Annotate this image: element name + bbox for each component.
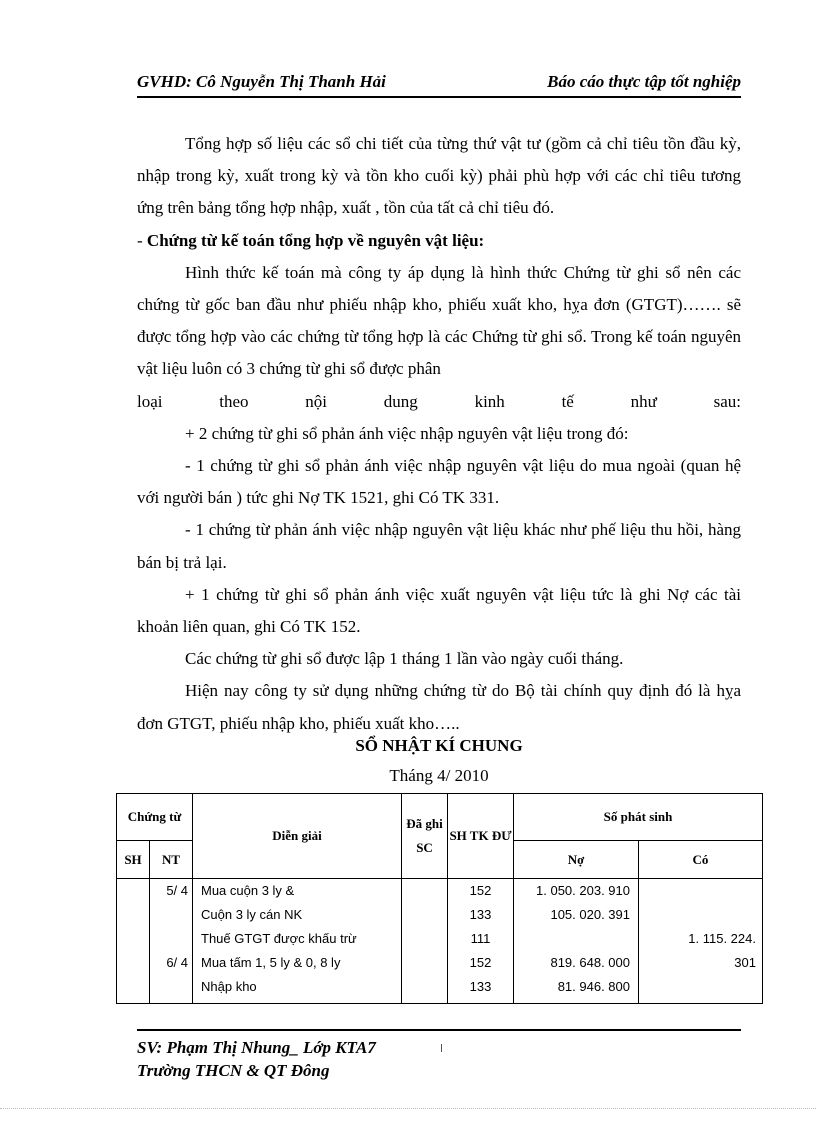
page-bottom-dotted-line [0,1108,816,1109]
cell-no: 1. 050. 203. 910 [536,883,630,898]
journal-body-row [117,879,763,1004]
cell-nt [150,927,188,951]
header-so-phat-sinh: Số phát sinh [514,794,763,841]
cell-sh [117,879,149,903]
cell-sh [117,975,149,999]
col-dien-giai [193,879,402,1004]
cell-dien-giai: Mua cuộn 3 ly & [201,883,295,898]
cell-nt: 5/ 4 [166,883,188,898]
paragraph-line: loại theo nội dung kinh tế như sau: [137,391,741,411]
footer-divider [137,1029,741,1031]
cell-nt: 6/ 4 [166,955,188,970]
cell-nt [150,975,188,999]
cell-no: 819. 648. 000 [550,955,630,970]
journal-period: Tháng 4/ 2010 [389,766,489,785]
cell-da-ghi [402,879,447,903]
cell-da-ghi [402,903,447,927]
cell-co [639,903,756,927]
header-chung-tu: Chứng từ [117,794,193,841]
cell-dien-giai: Cuộn 3 ly cán NK [201,907,303,922]
section-heading [137,225,741,257]
page-header [137,68,741,94]
header-no: Nợ [514,841,639,879]
cell-no [514,927,630,951]
cell-da-ghi [402,975,447,999]
cell-dien-giai: Mua tấm 1, 5 ly & 0, 8 ly [201,955,341,970]
cell-nt [150,903,188,927]
cell-no: 81. 946. 800 [557,979,630,994]
header-report-title: Báo cáo thực tập tốt nghiệp [547,72,741,91]
journal-table [116,793,763,1004]
col-sh [117,879,150,1004]
journal-title: SỔ NHẬT KÍ CHUNG [355,736,523,755]
cell-co: 1. 115. 224. [688,931,756,946]
cell-dien-giai: Thuế GTGT được khấu trừ [201,931,357,946]
col-no [514,879,639,1004]
paragraph: + 2 chứng từ ghi sổ phản ánh việc nhập nguyên vật liệu trong đó: [185,423,629,443]
paragraph: Hiện nay công ty sử dụng những chứng từ do Bộ tài chính quy định đó là hỵa đơn GTGT, phiếu nhập kho, phiếu xuất kho….. [137,681,741,733]
page-footer [137,1036,376,1082]
header-nt: NT [150,841,193,879]
header-da-ghi-sc: Đã ghi SC [402,794,448,879]
cell-tk: 133 [469,979,492,994]
cell-co [639,975,756,999]
col-tk [448,879,514,1004]
body-text [137,128,741,740]
heading-prefix: - [137,230,147,250]
cell-tk: 152 [469,883,492,898]
paragraph: Các chứng từ ghi sổ được lập 1 tháng 1 lần vào ngày cuối tháng. [185,649,624,669]
col-da-ghi [402,879,448,1004]
cell-da-ghi [402,927,447,951]
footer-school: Trường THCN & QT Đông [137,1061,330,1080]
cell-sh [117,927,149,951]
col-nt [150,879,193,1004]
header-sh: SH [117,841,150,879]
cell-tk: 152 [469,955,492,970]
header-dien-giai: Diễn giải [193,794,402,879]
header-co: Có [639,841,763,879]
footer-mark [441,1044,442,1052]
col-co [639,879,763,1004]
paragraph: - 1 chứng từ ghi sổ phản ánh việc nhập nguyên vật liệu do mua ngoài (quan hệ với người bán ) tức ghi Nợ TK 1521, ghi Có TK 331. [137,456,741,508]
cell-no: 105. 020. 391 [550,907,630,922]
cell-tk: 133 [469,907,492,922]
cell-da-ghi [402,951,447,975]
cell-co [639,879,756,903]
footer-student: SV: Phạm Thị Nhung_ Lớp KTA7 [137,1038,376,1057]
header-shtk-du: SH TK ĐƯ [448,794,514,879]
paragraph: + 1 chứng từ ghi sổ phản ánh việc xuất nguyên vật liệu tức là ghi Nợ các tài khoản liên quan, ghi Có TK 152. [137,584,741,637]
paragraph: Hình thức kế toán mà công ty áp dụng là hình thức Chứng từ ghi sổ nên các chứng từ gốc ban đầu như phiếu nhập kho, phiếu xuất kho, hỵa đơn (GTGT)……. sẽ được tổng hợp vào các chứng từ tổng hợp là các Chứng từ ghi sổ. Trong kế toán nguyên vật liệu luôn có 3 chứng từ ghi sổ được phân [137,262,741,379]
header-supervisor: GVHD: Cô Nguyễn Thị Thanh Hải [137,72,386,91]
cell-co: 301 [734,955,756,970]
cell-sh [117,903,149,927]
paragraph: Tổng hợp số liệu các sổ chi tiết của từng thứ vật tư (gồm cả chỉ tiêu tồn đầu kỳ, nhập trong kỳ, xuất trong kỳ và tồn kho cuối kỳ) phải phù hợp với các chỉ tiêu tương ứng trên bảng tổng hợp nhập, xuất , tồn của tất cả chỉ tiêu đó. [137,134,741,218]
header-divider [137,96,741,98]
cell-tk: 111 [470,931,491,946]
cell-dien-giai: Nhập kho [201,979,257,994]
heading-text: Chứng từ kế toán tổng hợp về nguyên vật liệu: [146,230,485,250]
cell-sh [117,951,149,975]
paragraph: - 1 chứng từ phản ánh việc nhập nguyên vật liệu khác như phế liệu thu hồi, hàng bán bị trả lại. [137,520,741,572]
